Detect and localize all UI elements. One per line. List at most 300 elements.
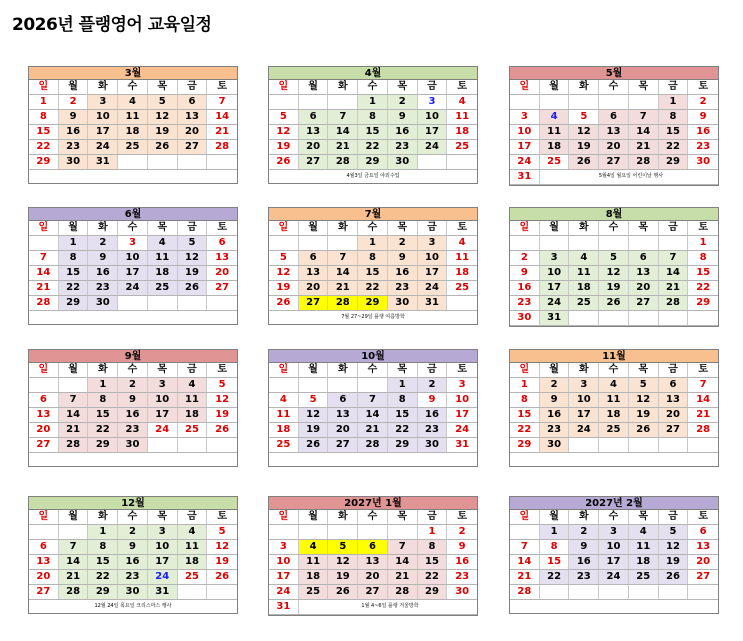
weekday-label: 화 — [328, 510, 358, 524]
weekday-label: 월 — [299, 80, 329, 94]
month-note — [269, 453, 477, 466]
day-cell: 18 — [569, 281, 599, 295]
day-cell: 9 — [118, 540, 148, 554]
day-cell: 3 — [599, 525, 629, 539]
day-cell: 15 — [388, 408, 418, 422]
day-cell: 14 — [388, 555, 418, 569]
day-cell: 3 — [569, 378, 599, 392]
day-cell: 26 — [215, 424, 230, 435]
weekday-label: 수 — [599, 221, 629, 235]
weekday-label: 금 — [659, 80, 689, 94]
day-cell: 20 — [29, 423, 59, 437]
day-cell: 30 — [388, 155, 418, 169]
week-row — [29, 296, 237, 311]
day-cell: 27 — [696, 571, 711, 582]
empty-day-cell — [328, 236, 358, 250]
empty-day-cell — [299, 378, 329, 392]
empty-day-cell — [148, 296, 178, 310]
day-cell: 5 — [218, 379, 226, 390]
week-row — [29, 423, 237, 438]
day-cell: 19 — [328, 570, 358, 584]
empty-day-cell — [29, 378, 59, 392]
day-cell: 24 — [455, 424, 470, 435]
day-cell: 22 — [358, 281, 388, 295]
weekday-label: 일 — [510, 80, 540, 94]
day-cell: 22 — [540, 570, 570, 584]
day-cell: 13 — [29, 555, 59, 569]
weekday-label: 월 — [59, 510, 89, 524]
week-row — [269, 251, 477, 266]
day-cell: 23 — [59, 140, 89, 154]
day-cell: 6 — [299, 110, 329, 124]
month-title: 6월 — [29, 208, 237, 221]
day-cell: 17 — [418, 125, 448, 139]
week-row — [510, 155, 718, 170]
day-cell: 14 — [358, 408, 388, 422]
week-row — [269, 155, 477, 170]
day-cell: 27 — [659, 423, 689, 437]
day-cell: 8 — [418, 540, 448, 554]
day-cell: 10 — [118, 251, 148, 265]
day-cell: 17 — [599, 555, 629, 569]
weekday-label: 목 — [629, 510, 659, 524]
day-cell: 21 — [358, 423, 388, 437]
day-cell: 16 — [388, 125, 418, 139]
weekday-label: 목 — [388, 510, 418, 524]
day-cell: 8 — [358, 251, 388, 265]
week-row — [29, 140, 237, 155]
weekday-label: 수 — [358, 80, 388, 94]
weekday-label: 수 — [599, 363, 629, 377]
day-cell: 30 — [388, 296, 418, 310]
day-cell: 18 — [629, 555, 659, 569]
day-cell: 13 — [599, 125, 629, 139]
weekday-label: 일 — [510, 363, 540, 377]
day-cell: 7 — [629, 110, 659, 124]
day-cell: 9 — [418, 393, 448, 407]
weekday-label: 월 — [299, 510, 329, 524]
day-cell: 27 — [29, 585, 59, 599]
day-cell: 6 — [178, 95, 208, 109]
day-cell: 28 — [659, 296, 689, 310]
day-cell: 14 — [215, 111, 230, 122]
month-title: 10월 — [269, 350, 477, 363]
weekday-label: 금 — [178, 80, 208, 94]
weekday-label: 수 — [358, 221, 388, 235]
day-cell: 9 — [118, 393, 148, 407]
day-cell: 23 — [388, 281, 418, 295]
week-row — [269, 236, 477, 251]
empty-day-cell — [688, 438, 718, 452]
weekday-label: 토 — [698, 364, 708, 375]
day-cell: 12 — [629, 393, 659, 407]
week-row — [269, 438, 477, 453]
weekday-label: 화 — [88, 221, 118, 235]
day-cell: 23 — [569, 570, 599, 584]
weekday-header-row — [269, 510, 477, 525]
day-cell: 4 — [458, 237, 466, 248]
day-cell: 29 — [88, 585, 118, 599]
month-note: 4월3일 금요일 야외수업 — [346, 173, 400, 179]
empty-day-cell — [599, 311, 629, 325]
weekday-label: 일 — [29, 510, 59, 524]
day-cell: 21 — [59, 423, 89, 437]
day-cell: 23 — [540, 423, 570, 437]
week-row — [510, 540, 718, 555]
day-cell: 14 — [629, 125, 659, 139]
day-cell: 19 — [629, 408, 659, 422]
month-title: 2027년 1월 — [269, 497, 477, 510]
day-cell: 24 — [269, 585, 299, 599]
week-row — [510, 95, 718, 110]
weekday-header-row — [269, 80, 477, 95]
day-cell: 8 — [659, 110, 689, 124]
day-cell: 10 — [418, 110, 448, 124]
day-cell: 15 — [540, 555, 570, 569]
day-cell: 1 — [358, 95, 388, 109]
day-cell: 5 — [299, 393, 329, 407]
empty-day-cell — [510, 236, 540, 250]
day-cell: 26 — [328, 585, 358, 599]
day-cell: 28 — [29, 296, 59, 310]
day-cell: 31 — [540, 311, 570, 325]
weekday-label: 목 — [148, 510, 178, 524]
day-cell: 11 — [148, 251, 178, 265]
empty-day-cell — [569, 311, 599, 325]
day-cell: 13 — [696, 541, 711, 552]
day-cell: 12 — [148, 110, 178, 124]
day-cell: 14 — [29, 266, 59, 280]
day-cell: 26 — [215, 571, 230, 582]
empty-day-cell — [688, 311, 718, 325]
day-cell: 26 — [629, 423, 659, 437]
day-cell: 5 — [218, 526, 226, 537]
day-cell: 4 — [178, 378, 208, 392]
day-cell: 24 — [88, 140, 118, 154]
week-row — [510, 525, 718, 540]
weekday-label: 금 — [418, 221, 448, 235]
weekday-label: 월 — [540, 221, 570, 235]
weekday-label: 수 — [358, 363, 388, 377]
day-cell: 23 — [418, 423, 448, 437]
weekday-header-row — [29, 80, 237, 95]
weekday-label: 월 — [299, 221, 329, 235]
empty-day-cell — [599, 585, 629, 599]
empty-day-cell — [118, 296, 148, 310]
day-cell: 1 — [418, 525, 448, 539]
weekday-label: 화 — [569, 510, 599, 524]
weekday-label: 금 — [418, 363, 448, 377]
day-cell: 31 — [88, 155, 118, 169]
day-cell: 21 — [29, 281, 59, 295]
weekday-label: 금 — [659, 363, 689, 377]
weekday-label: 금 — [418, 80, 448, 94]
week-row — [269, 125, 477, 140]
day-cell: 27 — [328, 438, 358, 452]
day-cell: 15 — [88, 408, 118, 422]
day-cell: 11 — [178, 393, 208, 407]
day-cell: 19 — [599, 281, 629, 295]
day-cell: 8 — [699, 252, 707, 263]
empty-day-cell — [447, 155, 477, 169]
day-cell: 12 — [569, 125, 599, 139]
month-note: 1월 4~6일 플랭 겨울방학 — [361, 603, 419, 609]
empty-day-cell — [178, 585, 208, 599]
week-row — [510, 408, 718, 423]
day-cell: 28 — [215, 141, 230, 152]
week-row — [510, 236, 718, 251]
day-cell: 10 — [148, 393, 178, 407]
week-row — [269, 600, 477, 615]
day-cell: 28 — [510, 585, 540, 599]
weekday-header-row — [29, 221, 237, 236]
day-cell: 8 — [510, 393, 540, 407]
day-cell: 5 — [569, 110, 599, 124]
empty-day-cell — [569, 438, 599, 452]
month-title: 11월 — [510, 350, 718, 363]
day-cell: 12 — [269, 125, 299, 139]
day-cell: 31 — [418, 296, 448, 310]
weekday-label: 화 — [569, 221, 599, 235]
day-cell: 5 — [599, 251, 629, 265]
weekday-label: 월 — [540, 363, 570, 377]
weekday-label: 월 — [540, 80, 570, 94]
weekday-label: 목 — [388, 221, 418, 235]
day-cell: 15 — [29, 125, 59, 139]
day-cell: 22 — [358, 140, 388, 154]
empty-day-cell — [599, 438, 629, 452]
day-cell: 26 — [269, 296, 299, 310]
empty-day-cell — [569, 236, 599, 250]
day-cell: 26 — [299, 438, 329, 452]
weekday-label: 목 — [388, 363, 418, 377]
day-cell: 25 — [455, 141, 470, 152]
day-cell: 23 — [88, 281, 118, 295]
month-calendar-2026-12 — [28, 496, 238, 614]
day-cell: 18 — [455, 267, 470, 278]
day-cell: 13 — [299, 266, 329, 280]
day-cell: 27 — [215, 282, 230, 293]
month-note — [29, 311, 237, 324]
weekday-label: 화 — [328, 80, 358, 94]
day-cell: 5 — [269, 251, 299, 265]
day-cell: 11 — [569, 266, 599, 280]
weekday-label: 목 — [148, 221, 178, 235]
day-cell: 13 — [29, 408, 59, 422]
empty-day-cell — [207, 296, 237, 310]
day-cell: 13 — [299, 125, 329, 139]
day-cell: 16 — [118, 555, 148, 569]
day-cell: 2 — [118, 525, 148, 539]
empty-day-cell — [328, 95, 358, 109]
day-cell: 4 — [299, 540, 329, 554]
day-cell: 14 — [659, 266, 689, 280]
week-row — [269, 140, 477, 155]
day-cell: 21 — [629, 140, 659, 154]
empty-day-cell — [178, 438, 208, 452]
day-cell: 22 — [388, 423, 418, 437]
day-cell: 29 — [358, 155, 388, 169]
day-cell: 1 — [88, 525, 118, 539]
day-cell: 14 — [59, 408, 89, 422]
empty-day-cell — [447, 296, 477, 310]
empty-day-cell — [388, 525, 418, 539]
weekday-label: 수 — [599, 80, 629, 94]
month-calendar-2026-06 — [28, 207, 238, 325]
day-cell: 15 — [510, 408, 540, 422]
week-row — [269, 555, 477, 570]
day-cell: 12 — [299, 408, 329, 422]
weekday-label: 월 — [59, 363, 89, 377]
day-cell: 30 — [455, 586, 470, 597]
day-cell: 14 — [328, 125, 358, 139]
day-cell: 21 — [510, 570, 540, 584]
day-cell: 12 — [178, 251, 208, 265]
weekday-label: 금 — [178, 363, 208, 377]
month-title: 7월 — [269, 208, 477, 221]
day-cell: 8 — [388, 393, 418, 407]
weekday-label: 수 — [118, 221, 148, 235]
day-cell: 11 — [269, 408, 299, 422]
weekday-header-row — [29, 363, 237, 378]
month-calendar-2026-09 — [28, 349, 238, 467]
day-cell: 18 — [599, 408, 629, 422]
weekday-label: 월 — [540, 510, 570, 524]
month-title: 5월 — [510, 67, 718, 80]
day-cell: 16 — [118, 408, 148, 422]
day-cell: 5 — [178, 236, 208, 250]
month-title: 2027년 2월 — [510, 497, 718, 510]
day-cell: 20 — [328, 423, 358, 437]
day-cell: 19 — [215, 409, 230, 420]
weekday-label: 일 — [510, 221, 540, 235]
day-cell: 9 — [510, 266, 540, 280]
weekday-label: 토 — [457, 222, 467, 233]
day-cell: 7 — [328, 251, 358, 265]
day-cell: 5 — [659, 525, 689, 539]
week-row — [510, 378, 718, 393]
day-cell: 7 — [659, 251, 689, 265]
month-calendar-2026-10 — [268, 349, 478, 467]
weekday-label: 일 — [269, 510, 299, 524]
day-cell: 9 — [458, 541, 466, 552]
day-cell: 22 — [88, 423, 118, 437]
day-cell: 4 — [599, 378, 629, 392]
day-cell: 10 — [540, 266, 570, 280]
day-cell: 4 — [629, 525, 659, 539]
day-cell: 3 — [540, 251, 570, 265]
day-cell: 15 — [659, 125, 689, 139]
month-note: 7월 27~29일 플랭 여름방학 — [341, 314, 405, 320]
day-cell: 26 — [659, 570, 689, 584]
day-cell: 1 — [388, 378, 418, 392]
day-cell: 25 — [599, 423, 629, 437]
weekday-label: 수 — [118, 80, 148, 94]
weekday-label: 일 — [269, 80, 299, 94]
day-cell: 25 — [118, 140, 148, 154]
week-row — [510, 555, 718, 570]
day-cell: 3 — [510, 110, 540, 124]
day-cell: 15 — [358, 266, 388, 280]
day-cell: 23 — [696, 141, 711, 152]
day-cell: 18 — [540, 140, 570, 154]
day-cell: 20 — [299, 140, 329, 154]
weekday-label: 화 — [328, 363, 358, 377]
day-cell: 1 — [540, 525, 570, 539]
day-cell: 10 — [269, 555, 299, 569]
weekday-label: 월 — [59, 80, 89, 94]
day-cell: 4 — [148, 236, 178, 250]
day-cell: 10 — [88, 110, 118, 124]
weekday-label: 일 — [269, 221, 299, 235]
day-cell: 17 — [510, 140, 540, 154]
day-cell: 2 — [59, 95, 89, 109]
day-cell: 20 — [659, 408, 689, 422]
empty-day-cell — [659, 311, 689, 325]
day-cell: 23 — [118, 423, 148, 437]
day-cell: 9 — [540, 393, 570, 407]
empty-day-cell — [510, 95, 540, 109]
day-cell: 26 — [599, 296, 629, 310]
day-cell: 5 — [269, 110, 299, 124]
week-row — [269, 540, 477, 555]
day-cell: 6 — [29, 540, 59, 554]
day-cell: 27 — [29, 438, 59, 452]
day-cell: 2 — [118, 378, 148, 392]
day-cell: 18 — [299, 570, 329, 584]
day-cell: 26 — [569, 155, 599, 169]
day-cell: 18 — [148, 266, 178, 280]
day-cell: 17 — [418, 266, 448, 280]
week-row — [29, 125, 237, 140]
day-cell: 6 — [218, 237, 226, 248]
empty-day-cell — [540, 95, 570, 109]
empty-day-cell — [569, 95, 599, 109]
month-title: 4월 — [269, 67, 477, 80]
day-cell: 30 — [118, 438, 148, 452]
month-calendar-2026-03 — [28, 66, 238, 184]
week-row — [269, 281, 477, 296]
day-cell: 4 — [118, 95, 148, 109]
day-cell: 13 — [629, 266, 659, 280]
day-cell: 16 — [696, 126, 711, 137]
week-row — [510, 585, 718, 600]
day-cell: 20 — [696, 556, 711, 567]
empty-day-cell — [269, 525, 299, 539]
day-cell: 7 — [699, 379, 707, 390]
day-cell: 24 — [148, 423, 178, 437]
day-cell: 12 — [659, 540, 689, 554]
week-row — [269, 393, 477, 408]
weekday-label: 화 — [569, 80, 599, 94]
day-cell: 20 — [178, 125, 208, 139]
day-cell: 28 — [328, 155, 358, 169]
day-cell: 1 — [510, 378, 540, 392]
empty-day-cell — [358, 378, 388, 392]
week-row — [29, 540, 237, 555]
week-row — [510, 296, 718, 311]
weekday-label: 토 — [457, 364, 467, 375]
day-cell: 1 — [88, 378, 118, 392]
day-cell: 10 — [418, 251, 448, 265]
weekday-label: 수 — [118, 510, 148, 524]
day-cell: 13 — [178, 110, 208, 124]
day-cell: 17 — [148, 555, 178, 569]
weekday-label: 금 — [659, 510, 689, 524]
day-cell: 27 — [178, 140, 208, 154]
month-title: 8월 — [510, 208, 718, 221]
day-cell: 14 — [328, 266, 358, 280]
